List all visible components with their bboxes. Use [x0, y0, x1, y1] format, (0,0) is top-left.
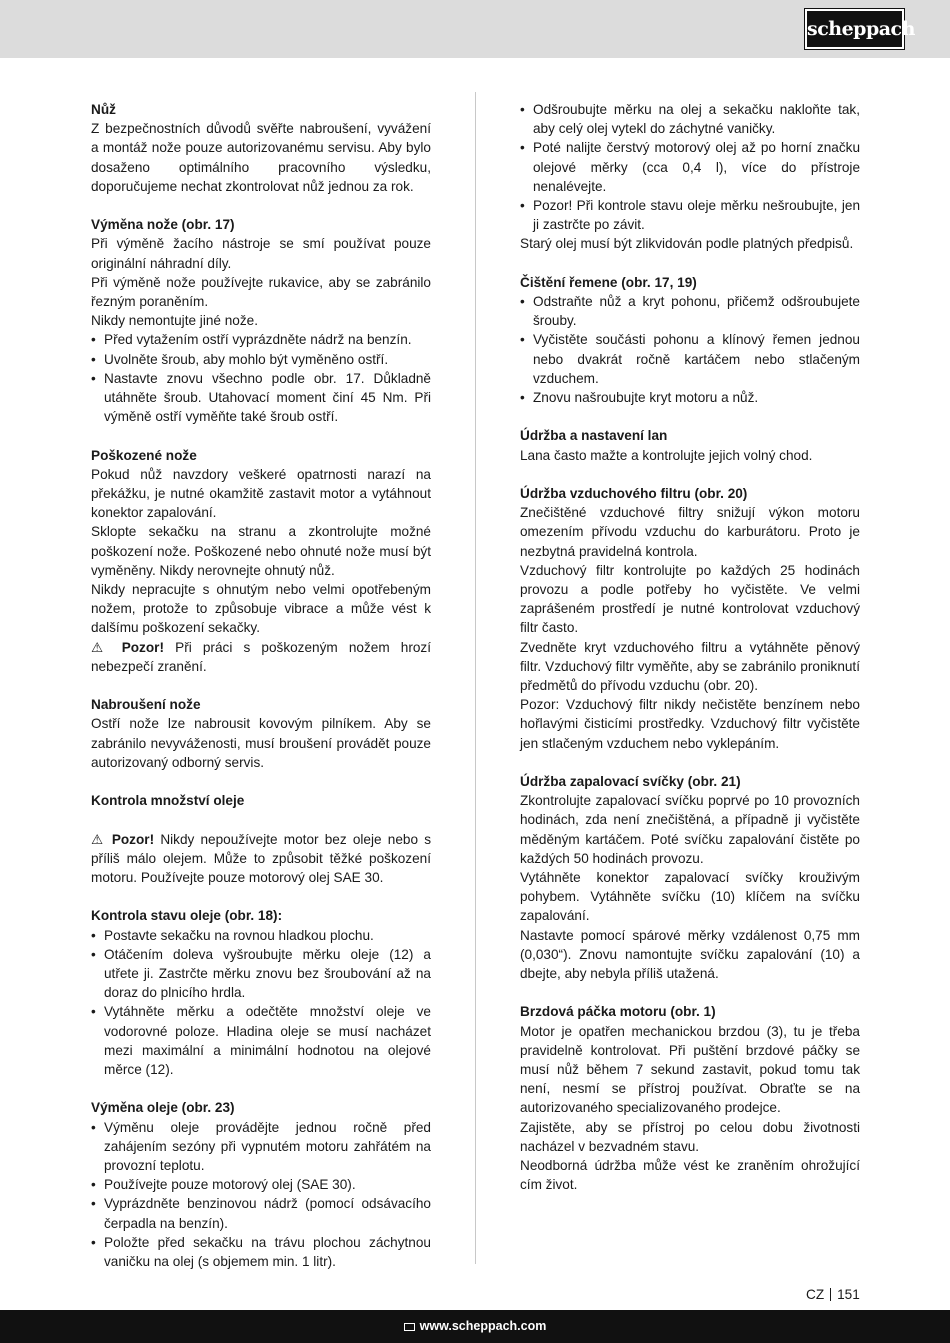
paragraph: Starý olej musí být zlikvidován podle platných předpisů. [520, 236, 854, 252]
list-item: • Vyčistěte součásti pohonu a klínový řemen jednou nebo dvakrát ročně kartáčem nebo stlačeným vzduchem. [520, 330, 860, 388]
right-column [520, 100, 860, 1214]
bullet-list [91, 330, 431, 426]
paragraph: Vzduchový filtr kontrolujte po každých 25 hodinách provozu a podle potřeby ho vyčistěte. Ve velmi zaprášeném prostředí je nutné kontrolovat vzduchový filtr často. [520, 562, 860, 636]
section-heading: Nůž [91, 102, 116, 117]
page-number [806, 1287, 860, 1302]
section [520, 100, 860, 254]
section-heading: Brzdová páčka motoru (obr. 1) [520, 1004, 716, 1020]
list-item: • Vytáhněte měrku a odečtěte množství oleje ve vodorovné poloze. Hladina oleje se musí nacházet mezi maximální a minimální hodnotou na olejové měrce (12). [91, 1002, 431, 1079]
monitor-icon [404, 1323, 415, 1331]
list-item: • Otáčením doleva vyšroubujte měrku oleje (12) a utřete ji. Zastrčte měrku znovu bez šroubování až na doraz do plnicího hrdla. [91, 945, 431, 1003]
paragraph: Z bezpečnostních důvodů svěřte nabroušení, vyvážení a montáž nože pouze autorizovanému servisu. Aby bylo dosaženo optimálního pracovního výsledku, doporučujeme nechat zkontrolovat nůž jednou za rok. [91, 121, 431, 194]
footer-url[interactable]: www.scheppach.com [419, 1319, 547, 1333]
section [91, 100, 431, 196]
section [91, 830, 431, 888]
list-item: • Vyprázdněte benzinovou nádrž (pomocí odsávacího čerpadla na benzín). [91, 1194, 431, 1232]
list-item: • Používejte pouze motorový olej (SAE 30). [91, 1175, 431, 1194]
paragraph: Při výměně žacího nástroje se smí používat pouze originální náhradní díly. [91, 236, 431, 271]
page-number-value: 151 [837, 1287, 860, 1302]
paragraph: Pokud nůž navzdory veškeré opatrnosti narazí na překážku, je nutné okamžitě zastavit motor a vytáhnout konektor zapalování. [91, 466, 431, 521]
section-heading: Údržba zapalovací svíčky (obr. 21) [520, 774, 741, 790]
paragraph: Neodborná údržba může vést ke zraněním ohrožující cím život. [520, 1158, 860, 1193]
page-language: CZ [806, 1287, 825, 1302]
section [91, 695, 431, 772]
list-item: • Pozor! Při kontrole stavu oleje měrku nešroubujte, jen ji zastrčte po závit. [520, 196, 860, 234]
bullet-list [520, 292, 860, 407]
paragraph: Nastavte pomocí spárové měrky vzdálenost 0,75 mm (0,030“). Znovu namontujte svíčku zapalování (10) a dbejte, aby nebyla příliš utažená. [520, 927, 860, 982]
warning-triangle-icon: ⚠ [91, 639, 122, 655]
bullet-list [91, 1118, 431, 1272]
paragraph: Znečištěné vzduchové filtry snižují výkon motoru omezením přívodu vzduchu do karburátoru. Proto je nezbytná pravidelná kontrola. [520, 505, 860, 559]
list-item: • Před vytažením ostří vyprázdněte nádrž na benzín. [91, 330, 431, 349]
bullet-list [520, 100, 860, 234]
left-column [91, 100, 431, 1290]
paragraph: Lana často mažte a kontrolujte jejich volný chod. [520, 447, 813, 463]
list-item: • Znovu našroubujte kryt motoru a nůž. [520, 388, 860, 407]
bullet-list [91, 926, 431, 1080]
page-footer [0, 1310, 950, 1343]
list-item: • Položte před sekačku na trávu plochou záchytnou vaničku na olej (s objemem min. 1 litr). [91, 1233, 431, 1271]
paragraph: Při výměně nože používejte rukavice, aby se zabránilo řezným poraněním. [91, 274, 431, 310]
list-item: • Postavte sekačku na rovnou hladkou plochu. [91, 926, 431, 945]
list-item: • Nastavte znovu všechno podle obr. 17. Důkladně utáhněte šroub. Utahovací moment činí 45 Nm. Při výměně ostří vyměňte také šroub ostří. [91, 369, 431, 427]
paragraph: Zajistěte, aby se přístroj po celou dobu životnosti nacházel v bezvadném stavu. [520, 1119, 860, 1154]
paragraph: Sklopte sekačku na stranu a zkontrolujte možné poškození nože. Poškozené nebo ohnuté nože musí být vyměněny. Nikdy nerovnejte ohnutý nůž. [91, 524, 431, 578]
paragraph: Nikdy nemontujte jiné nože. [91, 313, 258, 329]
section [520, 772, 860, 983]
column-divider [475, 92, 476, 1264]
page-number-separator [830, 1288, 831, 1301]
paragraph: Vytáhněte konektor zapalovací svíčky krouživým pohybem. Vytáhněte svíčku (10) klíčem na svíčku zapalování. [520, 870, 860, 924]
section-heading: Čištění řemene (obr. 17, 19) [520, 274, 697, 290]
section [91, 446, 431, 676]
section-heading: Poškozené nože [91, 447, 197, 463]
paragraph: Nikdy nepracujte s ohnutým nebo velmi opotřebeným nožem, protože to způsobuje vibrace a může vést k dalšímu poškození sekačky. [91, 582, 431, 636]
section [91, 1098, 431, 1271]
section [520, 273, 860, 407]
list-item: • Odšroubujte měrku na olej a sekačku nakloňte tak, aby celý olej vytekl do záchytné vaničky. [520, 100, 860, 138]
paragraph: Zvedněte kryt vzduchového filtru a vytáhněte pěnový filtr. Vzduchový filtr vyměňte, aby se zabránilo proniknutí předmětů do přívodu vzduchu (obr. 20). [520, 639, 860, 694]
section [520, 1002, 860, 1194]
paragraph: Pozor: Vzduchový filtr nikdy nečistěte benzínem nebo hořlavými čisticími prostředky. Vzduchový filtr vyčistěte jen stlačeným vzduchem nebo vyklepáním. [520, 697, 860, 751]
section-heading: Údržba vzduchového filtru (obr. 20) [520, 486, 748, 502]
section [520, 484, 860, 753]
paragraph: Motor je opatřen mechanickou brzdou (3), tu je třeba pravidelně kontrolovat. Při puštění brzdové páčky se musí nůž během 7 sekund zastavit, pokud tomu tak není, nesmí se přístroj používat. Obraťte se na autorizovaného specializovaného prodejce. [520, 1023, 860, 1116]
warning-label: Pozor! [111, 831, 155, 847]
section-heading: Kontrola stavu oleje (obr. 18): [91, 908, 283, 924]
section-heading: Výměna oleje (obr. 23) [91, 1100, 235, 1116]
scheppach-logo: scheppach [805, 9, 904, 49]
warning-text: Při práci s poškozeným nožem hrozí nebezpečí zranění. [91, 639, 432, 674]
list-item: • Uvolněte šroub, aby mohlo být vyměněno ostří. [91, 350, 431, 369]
list-item: • Odstraňte nůž a kryt pohonu, přičemž odšroubujete šrouby. [520, 292, 860, 330]
list-item: • Poté nalijte čerstvý motorový olej až po horní značku olejové měrky (cca 0,4 l), více do přístroje nenalévejte. [520, 138, 860, 196]
section-heading: Údržba a nastavení lan [520, 428, 668, 444]
paragraph: Zkontrolujte zapalovací svíčku poprvé po 10 provozních hodinách, zda není znečištěná, a případně ji vyčistěte měděným kartáčem. Poté svíčku zapalování čistěte po každých 50 hodinách provozu. [520, 793, 860, 866]
warning-triangle-icon: ⚠ [91, 831, 112, 847]
section [91, 906, 431, 1079]
warning-text: Nikdy nepoužívejte motor bez oleje nebo s příliš málo olejem. Může to způsobit těžké poškození motoru. Používejte pouze motorový olej SAE 30. [91, 831, 431, 886]
section-heading: Kontrola množství oleje [91, 793, 245, 809]
page-header-band [0, 0, 950, 58]
section [91, 791, 431, 810]
section [91, 215, 431, 426]
warning-paragraph [91, 638, 431, 676]
section [520, 426, 860, 464]
warning-paragraph [91, 830, 431, 888]
list-item: • Výměnu oleje provádějte jednou ročně před zahájením sezóny při vypnutém motoru zahřátém na provozní teplotu. [91, 1118, 431, 1176]
warning-label: Pozor! [121, 639, 164, 655]
section-heading: Výměna nože (obr. 17) [91, 217, 235, 233]
paragraph: Ostří nože lze nabrousit kovovým pilníkem. Aby se zabránilo nevyváženosti, musí broušení provádět pouze autorizovaný odborný servis. [91, 716, 431, 770]
section-heading: Nabroušení nože [91, 697, 201, 713]
